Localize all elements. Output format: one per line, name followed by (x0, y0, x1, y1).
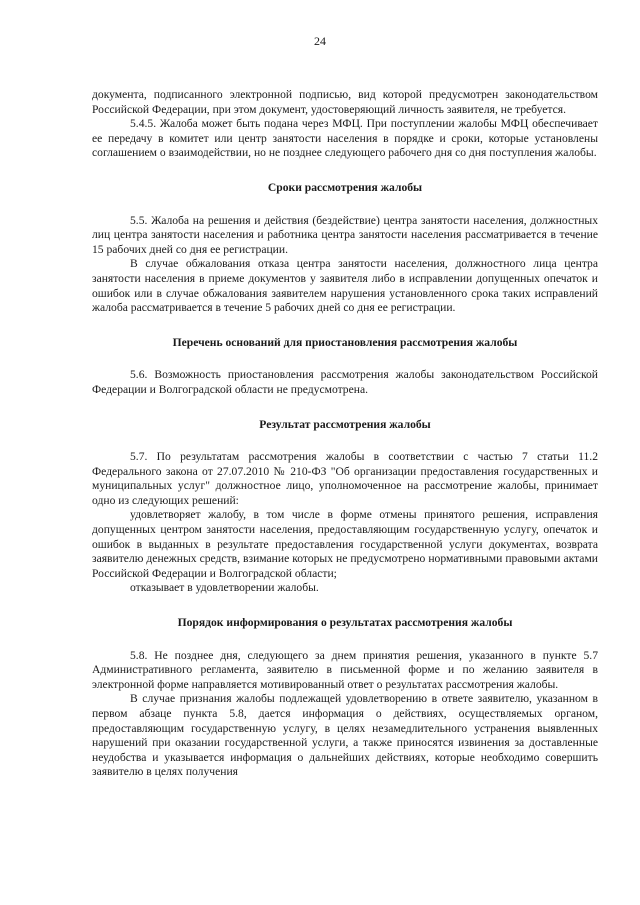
paragraph-5-7: 5.7. По результатам рассмотрения жалобы в соответствии с частью 7 статьи 11.2 Федерального закона от 27.07.2010 № 210-ФЗ "Об организации предоставления государственных и муниципальных услуг" должностное лицо, уполномоченное на рассмотрение жалобы, принимает одно из следующих решений: (92, 450, 598, 507)
paragraph-5-5-refusal: В случае обжалования отказа центра занятости населения, должностного лица центра занятости населения в приеме документов у заявителя либо в исправлении допущенных опечаток и ошибок или в случае обжалования заявителем нарушения установленного срока таких исправлений жалоба рассматривается в течение 5 рабочих дней со дня ее регистрации. (92, 257, 598, 315)
paragraph-5-6: 5.6. Возможность приостановления рассмотрения жалобы законодательством Российской Федерации и Волгоградской области не предусмотрена. (92, 368, 598, 396)
section-heading-review-result: Результат рассмотрения жалобы (259, 417, 431, 431)
paragraph-5-8: 5.8. Не позднее дня, следующего за днем принятия решения, указанного в пункте 5.7 Административного регламента, заявителю в письменной форме и по желанию заявителя в электронной форме направляется мотивированный ответ о результатах рассмотрения жалобы. (92, 648, 598, 691)
paragraph-5-4-5: 5.4.5. Жалоба может быть подана через МФЦ. При поступлении жалобы МФЦ обеспечивает ее передачу в комитет или центр занятости населения в порядке и сроки, которые установлены соглашением о взаимодействии, но не позднее следующего рабочего дня со дня поступления жалобы. (92, 117, 598, 160)
page-number: 24 (314, 34, 326, 48)
section-heading-informing-order: Порядок информирования о результатах рассмотрения жалобы (177, 616, 513, 630)
section-heading-review-terms: Сроки рассмотрения жалобы (267, 180, 423, 194)
section-heading-suspension-grounds: Перечень оснований для приостановления рассмотрения жалобы (172, 335, 518, 349)
paragraph-5-7-refuse: отказывает в удовлетворении жалобы. (130, 581, 319, 595)
paragraph-5-7-satisfy: удовлетворяет жалобу, в том числе в форме отмены принятого решения, исправления допущенных центром занятости населения, предоставляющим государственную услугу, опечаток и ошибок в выданных в результате предоставления государственной услуги документах, возврата заявителю денежных средств, взимание которых не предусмотрено нормативными правовыми актами Российской Федерации и Волгоградской области; (92, 508, 598, 580)
paragraph-5-8-satisfied: В случае признания жалобы подлежащей удовлетворению в ответе заявителю, указанном в первом абзаце пункта 5.8, дается информация о действиях, осуществляемых органом, предоставляющим государственную услугу, в целях незамедлительного устранения выявленных нарушений при оказании государственной услуги, а также приносятся извинения за доставленные неудобства и указывается информация о дальнейших действиях, которые необходимо совершить заявителю в целях получения (92, 692, 598, 779)
paragraph-5-5: 5.5. Жалоба на решения и действия (бездействие) центра занятости населения, должностных лиц центра занятости населения и работника центра занятости населения рассматривается в течение 15 рабочих дней со дня ее регистрации. (92, 213, 598, 256)
document-body (92, 88, 598, 780)
paragraph-continuation: документа, подписанного электронной подписью, вид которой предусмотрен законодательством Российской Федерации, при этом документ, удостоверяющий личность заявителя, не требуется. (92, 88, 598, 116)
